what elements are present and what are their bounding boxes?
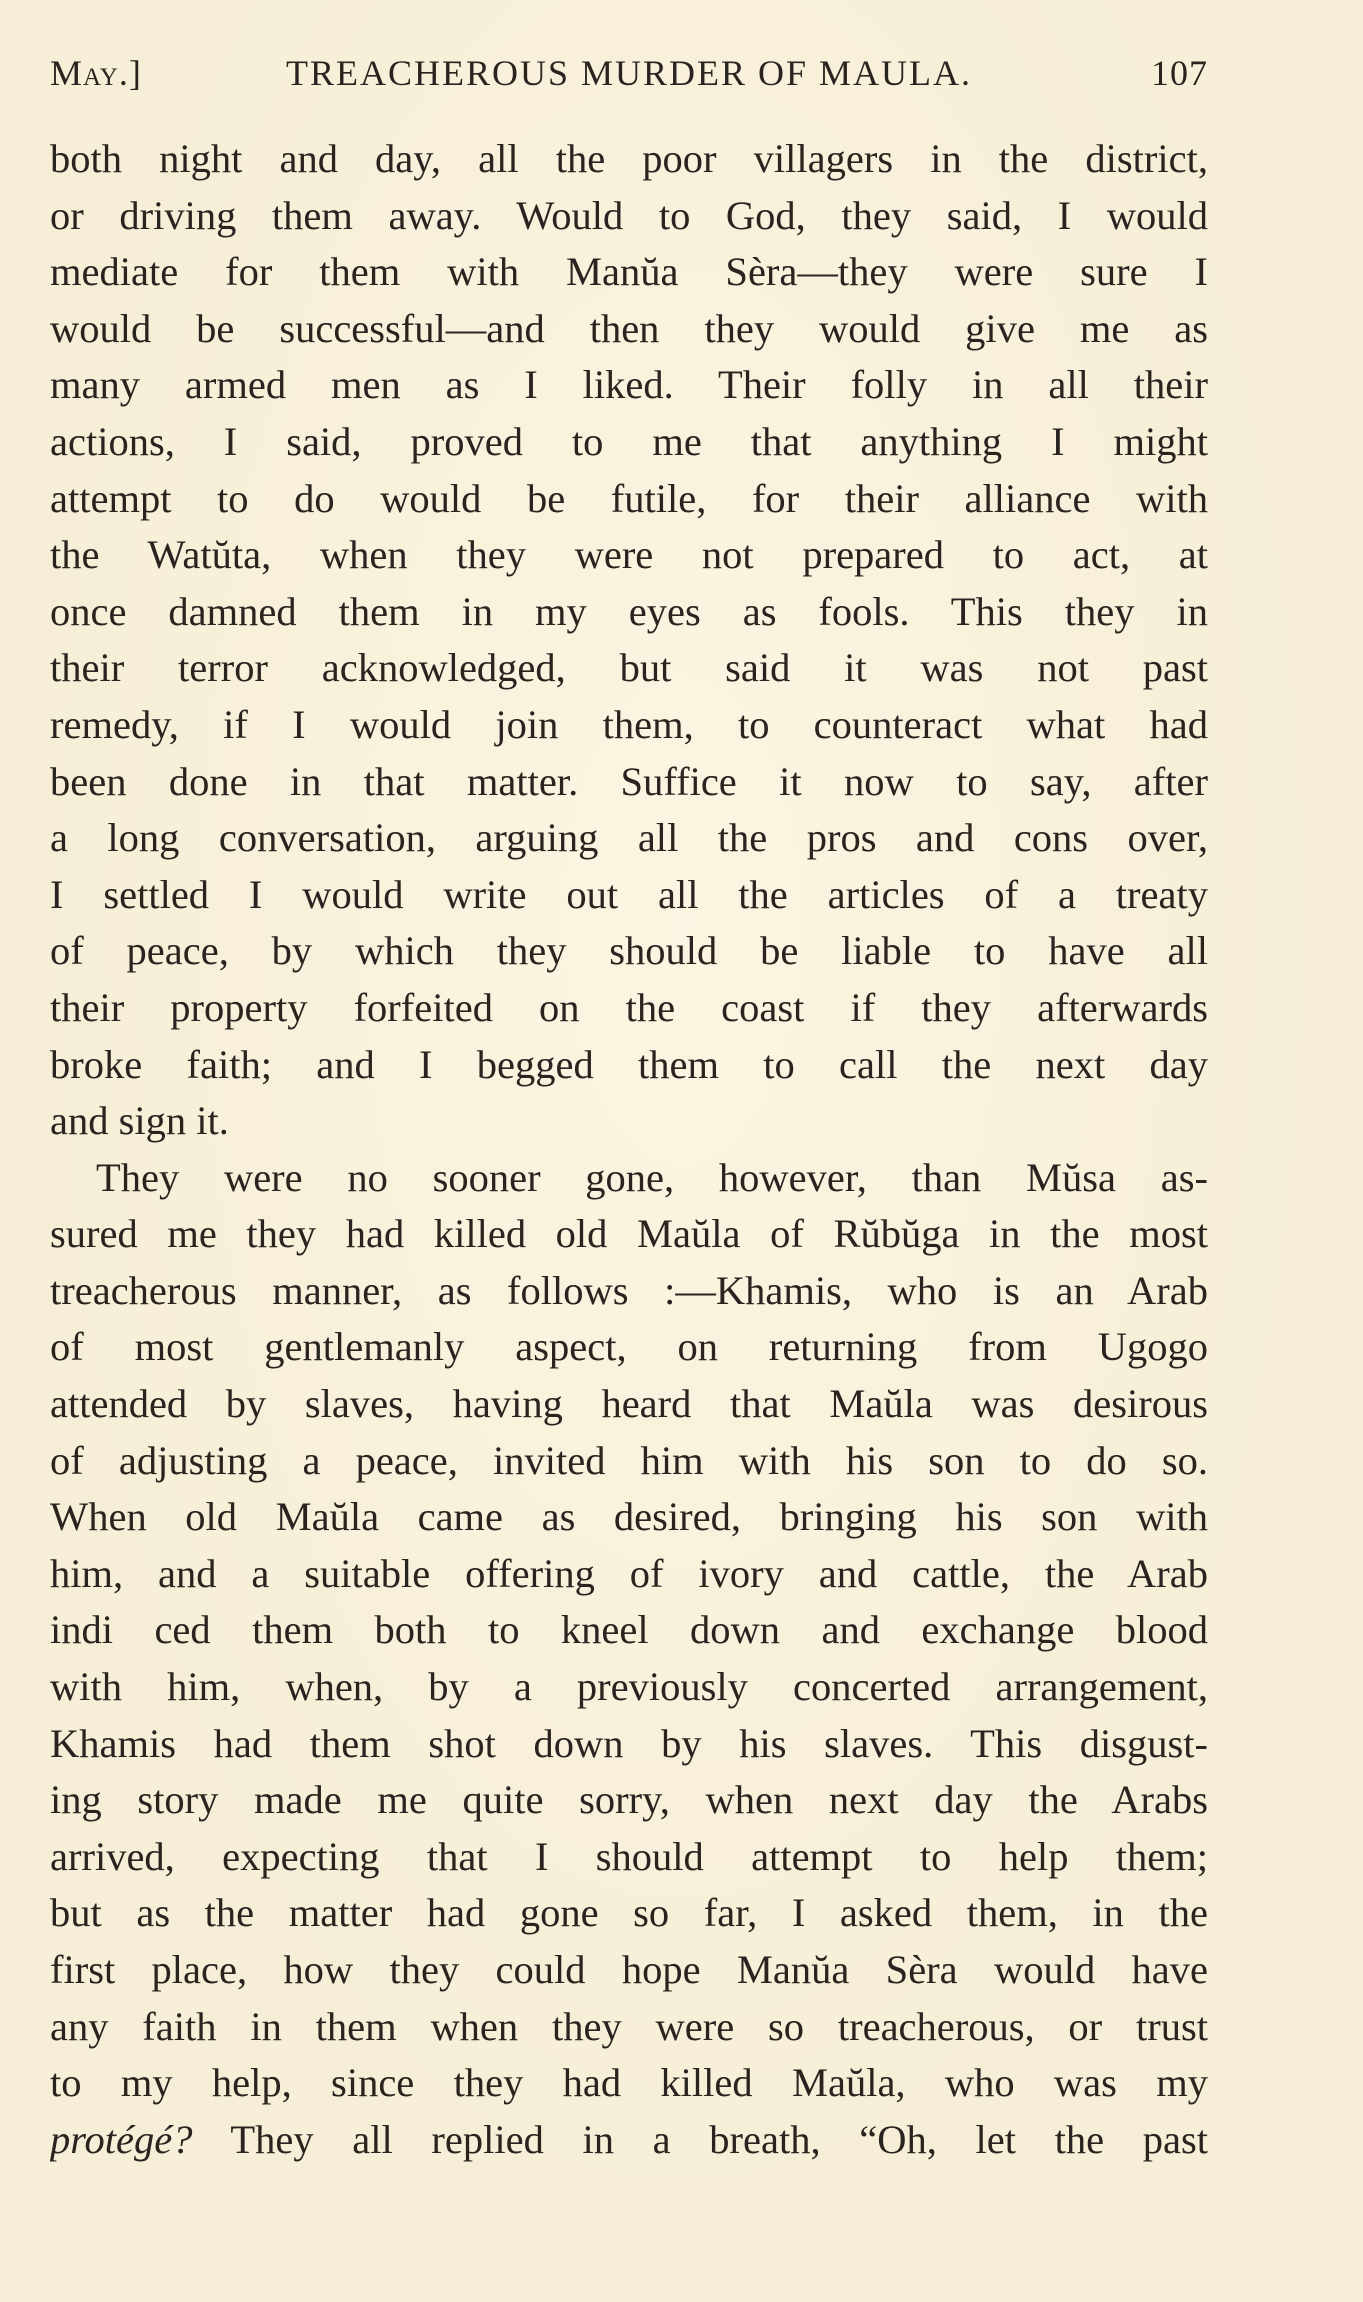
text-line: remedy, if I would join them, to counteract what had [50,701,1208,747]
text-line: been done in that matter. Suffice it now to say, after [50,758,1208,804]
text-line: I settled I would write out all the articles of a treaty [50,871,1208,917]
final-text-line [50,2112,1208,2169]
page-number: 107 [1151,53,1208,93]
text-line: broke faith; and I begged them to call the next day [50,1041,1208,1087]
text-line: or driving them away. Would to God, they said, I would [50,192,1208,238]
text-line: both night and day, all the poor villagers in the district, [50,136,1208,181]
text-line: him, and a suitable offering of ivory and cattle, the Arab [50,1550,1208,1596]
text-line: once damned them in my eyes as fools. This they in [50,588,1208,634]
text-line: their property forfeited on the coast if they afterwards [50,984,1208,1030]
text-line: many armed men as I liked. Their folly in all their [50,362,1208,408]
text-line: attempt to do would be futile, for their alliance with [50,475,1208,521]
paragraph-start-line: They were no sooner gone, however, than Mŭsa as- [96,1154,1208,1200]
paragraph-end-line: and sign it. [50,1098,229,1144]
text-line: a long conversation, arguing all the pros and cons over, [50,815,1208,861]
text-line: but as the matter had gone so far, I asked them, in the [50,1890,1208,1936]
text-line: ing story made me quite sorry, when next day the Arabs [50,1777,1208,1823]
body-text [50,131,1208,2168]
text-line: their terror acknowledged, but said it was not past [50,645,1208,691]
text-line: would be successful—and then they would give me as [50,305,1208,351]
text-line: the Watŭta, when they were not prepared to act, at [50,532,1208,578]
text-line: of most gentlemanly aspect, on returning from Ugogo [50,1324,1208,1370]
text-line: first place, how they could hope Manŭa Sèra would have [50,1947,1208,1992]
text-line: actions, I said, proved to me that anything I might [50,418,1208,464]
text-line: treacherous manner, as follows :—Khamis, who is an Arab [50,1267,1208,1313]
text-line: sured me they had killed old Maŭla of Rŭbŭga in the most [50,1211,1208,1257]
text-line: of adjusting a peace, invited him with his son to do so. [50,1437,1208,1483]
text-line: any faith in them when they were so treacherous, or trust [50,2003,1208,2049]
text-line: to my help, since they had killed Maŭla, who was my [50,2060,1208,2106]
running-head [50,52,1208,102]
text-line: attended by slaves, having heard that Maŭla was desirous [50,1381,1208,1427]
text-line: with him, when, by a previously concerted arrangement, [50,1664,1208,1710]
italic-word: protégé? [50,2116,193,2162]
text-line: indi ced them both to kneel down and exchange blood [50,1607,1208,1653]
text-line: of peace, by which they should be liable to have all [50,928,1208,974]
header-month: May.] [50,53,142,93]
header-title: TREACHEROUS MURDER OF MAULA. [285,53,973,93]
text-line: arrived, expecting that I should attempt to help them; [50,1833,1208,1879]
text-line: Khamis had them shot down by his slaves. This disgust- [50,1720,1208,1766]
text-line: mediate for them with Manŭa Sèra—they were sure I [50,249,1208,295]
text-line: When old Maŭla came as desired, bringing his son with [50,1494,1208,1540]
final-line-rest: They all replied in a breath, “Oh, let the past [192,2116,1208,2162]
